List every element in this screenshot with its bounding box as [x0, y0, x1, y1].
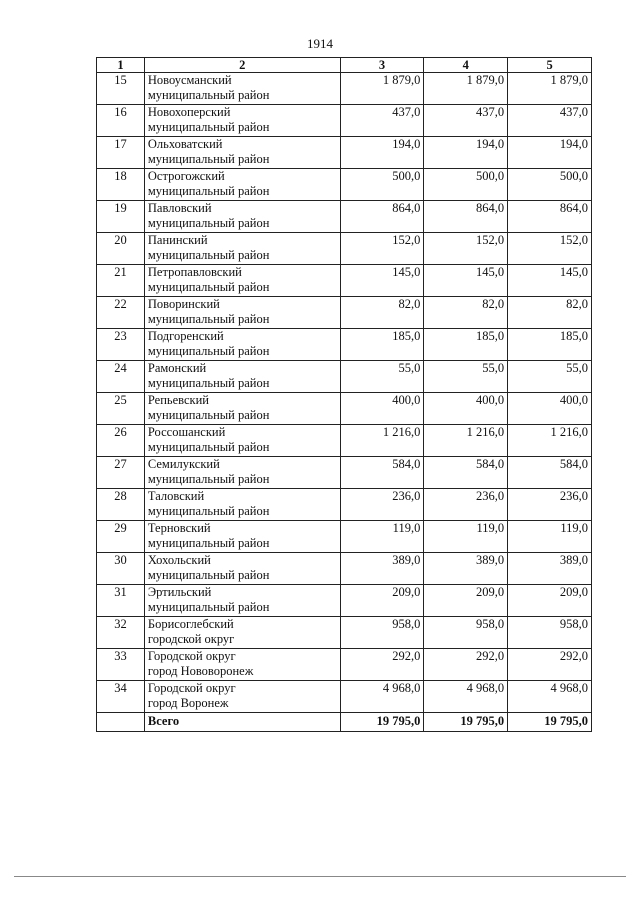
- row-number: 34: [97, 681, 145, 713]
- row-number: 28: [97, 489, 145, 521]
- value-col5: 4 968,0: [508, 681, 592, 713]
- district-name-line2: муниципальный район: [147, 536, 270, 550]
- district-name: [144, 425, 340, 457]
- district-name-line1: Поворинский: [147, 297, 220, 311]
- district-name-line1: Городской округ: [147, 681, 236, 695]
- row-number: 15: [97, 73, 145, 105]
- value-col5: 584,0: [508, 457, 592, 489]
- district-name-line2: муниципальный район: [147, 504, 270, 518]
- row-number: 30: [97, 553, 145, 585]
- district-name-line1: Борисоглебский: [147, 617, 234, 631]
- district-name-line2: муниципальный район: [147, 600, 270, 614]
- district-name-line2: муниципальный район: [147, 120, 270, 134]
- value-col5: 55,0: [508, 361, 592, 393]
- district-name-line1: Павловский: [147, 201, 212, 215]
- value-col3: 236,0: [340, 489, 424, 521]
- value-col5: 500,0: [508, 169, 592, 201]
- total-value-col3: 19 795,0: [340, 713, 424, 732]
- header-col-2: 2: [144, 58, 340, 73]
- table-row: [97, 649, 592, 681]
- value-col3: 82,0: [340, 297, 424, 329]
- header-row: [97, 58, 592, 73]
- district-name-line1: Рамонский: [147, 361, 207, 375]
- value-col4: 82,0: [424, 297, 508, 329]
- district-name-line2: муниципальный район: [147, 216, 270, 230]
- district-name-line1: Хохольский: [147, 553, 211, 567]
- district-name-line1: Эртильский: [147, 585, 212, 599]
- district-name-line1: Острогожский: [147, 169, 225, 183]
- table-row: [97, 265, 592, 297]
- district-name: [144, 553, 340, 585]
- table-row: [97, 521, 592, 553]
- district-name: [144, 521, 340, 553]
- district-name-line1: Таловский: [147, 489, 205, 503]
- district-name: [144, 265, 340, 297]
- district-name-line2: муниципальный район: [147, 312, 270, 326]
- row-number: 25: [97, 393, 145, 425]
- district-name: [144, 489, 340, 521]
- district-name-line1: Подгоренский: [147, 329, 224, 343]
- value-col4: 584,0: [424, 457, 508, 489]
- value-col5: 292,0: [508, 649, 592, 681]
- value-col4: 55,0: [424, 361, 508, 393]
- value-col3: 1 216,0: [340, 425, 424, 457]
- district-name: [144, 73, 340, 105]
- district-name-line1: Городской округ: [147, 649, 236, 663]
- row-number: 26: [97, 425, 145, 457]
- district-name: [144, 169, 340, 201]
- table-footer: [97, 713, 592, 732]
- value-col4: 292,0: [424, 649, 508, 681]
- row-number: 33: [97, 649, 145, 681]
- value-col5: 119,0: [508, 521, 592, 553]
- value-col5: 209,0: [508, 585, 592, 617]
- district-name: [144, 105, 340, 137]
- table-row: [97, 457, 592, 489]
- value-col3: 500,0: [340, 169, 424, 201]
- table-row: [97, 105, 592, 137]
- row-number: 29: [97, 521, 145, 553]
- district-name: [144, 457, 340, 489]
- value-col5: 145,0: [508, 265, 592, 297]
- value-col3: 389,0: [340, 553, 424, 585]
- budget-table: [96, 57, 592, 732]
- row-number: 32: [97, 617, 145, 649]
- district-name-line2: муниципальный район: [147, 152, 270, 166]
- value-col3: 185,0: [340, 329, 424, 361]
- row-number: 20: [97, 233, 145, 265]
- district-name-line2: муниципальный район: [147, 472, 270, 486]
- value-col4: 209,0: [424, 585, 508, 617]
- total-value-col5: 19 795,0: [508, 713, 592, 732]
- row-number: 18: [97, 169, 145, 201]
- district-name: [144, 681, 340, 713]
- row-number: 16: [97, 105, 145, 137]
- row-number: 17: [97, 137, 145, 169]
- district-name-line2: муниципальный район: [147, 344, 270, 358]
- value-col5: 152,0: [508, 233, 592, 265]
- table-row: [97, 617, 592, 649]
- value-col5: 185,0: [508, 329, 592, 361]
- district-name-line2: муниципальный район: [147, 88, 270, 102]
- table-body: [97, 73, 592, 713]
- value-col5: 194,0: [508, 137, 592, 169]
- district-name-line2: муниципальный район: [147, 408, 270, 422]
- page-number: 1914: [307, 36, 333, 51]
- value-col5: 864,0: [508, 201, 592, 233]
- table-row: [97, 329, 592, 361]
- district-name-line1: Россошанский: [147, 425, 226, 439]
- table-row: [97, 393, 592, 425]
- district-name-line2: муниципальный район: [147, 280, 270, 294]
- value-col4: 864,0: [424, 201, 508, 233]
- row-number: 19: [97, 201, 145, 233]
- value-col4: 958,0: [424, 617, 508, 649]
- value-col5: 437,0: [508, 105, 592, 137]
- value-col4: 119,0: [424, 521, 508, 553]
- row-number: 23: [97, 329, 145, 361]
- header-col-1: 1: [97, 58, 145, 73]
- district-name: [144, 137, 340, 169]
- district-name-line2: муниципальный район: [147, 440, 270, 454]
- table-row: [97, 169, 592, 201]
- value-col3: 437,0: [340, 105, 424, 137]
- value-col5: 1 216,0: [508, 425, 592, 457]
- value-col3: 4 968,0: [340, 681, 424, 713]
- value-col4: 1 216,0: [424, 425, 508, 457]
- value-col5: 389,0: [508, 553, 592, 585]
- header-col-4: 4: [424, 58, 508, 73]
- table-header: [97, 58, 592, 73]
- value-col3: 194,0: [340, 137, 424, 169]
- district-name: [144, 297, 340, 329]
- value-col4: 185,0: [424, 329, 508, 361]
- total-num-cell: [97, 713, 145, 732]
- value-col4: 152,0: [424, 233, 508, 265]
- district-name: [144, 233, 340, 265]
- value-col4: 437,0: [424, 105, 508, 137]
- header-col-5: 5: [508, 58, 592, 73]
- row-number: 24: [97, 361, 145, 393]
- district-name: [144, 361, 340, 393]
- table-row: [97, 233, 592, 265]
- district-name: [144, 201, 340, 233]
- total-value-col4: 19 795,0: [424, 713, 508, 732]
- table-row: [97, 201, 592, 233]
- district-name-line2: муниципальный район: [147, 248, 270, 262]
- row-number: 22: [97, 297, 145, 329]
- value-col4: 389,0: [424, 553, 508, 585]
- district-name: [144, 393, 340, 425]
- district-name: [144, 617, 340, 649]
- table-row: [97, 681, 592, 713]
- table-row: [97, 585, 592, 617]
- district-name-line2: город Нововоронеж: [147, 664, 254, 678]
- footer-divider: [14, 876, 626, 877]
- value-col4: 236,0: [424, 489, 508, 521]
- value-col5: 82,0: [508, 297, 592, 329]
- value-col3: 958,0: [340, 617, 424, 649]
- district-name-line1: Семилукский: [147, 457, 220, 471]
- value-col5: 400,0: [508, 393, 592, 425]
- table-row: [97, 553, 592, 585]
- table-row: [97, 361, 592, 393]
- district-name-line1: Петропавловский: [147, 265, 242, 279]
- district-name: [144, 329, 340, 361]
- value-col3: 292,0: [340, 649, 424, 681]
- value-col3: 209,0: [340, 585, 424, 617]
- total-label: Всего: [144, 713, 340, 732]
- value-col4: 145,0: [424, 265, 508, 297]
- value-col3: 400,0: [340, 393, 424, 425]
- district-name-line2: муниципальный район: [147, 568, 270, 582]
- value-col5: 236,0: [508, 489, 592, 521]
- value-col3: 152,0: [340, 233, 424, 265]
- value-col3: 864,0: [340, 201, 424, 233]
- table-row: [97, 297, 592, 329]
- table-row: [97, 73, 592, 105]
- district-name: [144, 649, 340, 681]
- row-number: 27: [97, 457, 145, 489]
- district-name: [144, 585, 340, 617]
- value-col4: 400,0: [424, 393, 508, 425]
- value-col3: 145,0: [340, 265, 424, 297]
- district-name-line1: Репьевский: [147, 393, 209, 407]
- district-name-line1: Новохоперский: [147, 105, 231, 119]
- district-name-line2: городской округ: [147, 632, 235, 646]
- value-col4: 4 968,0: [424, 681, 508, 713]
- value-col3: 119,0: [340, 521, 424, 553]
- value-col3: 55,0: [340, 361, 424, 393]
- table-row: [97, 137, 592, 169]
- table-row: [97, 425, 592, 457]
- district-name-line2: муниципальный район: [147, 184, 270, 198]
- district-name-line1: Панинский: [147, 233, 208, 247]
- row-number: 31: [97, 585, 145, 617]
- district-name-line2: муниципальный район: [147, 376, 270, 390]
- value-col4: 500,0: [424, 169, 508, 201]
- header-col-3: 3: [340, 58, 424, 73]
- table-row: [97, 489, 592, 521]
- value-col4: 194,0: [424, 137, 508, 169]
- value-col3: 1 879,0: [340, 73, 424, 105]
- total-row: [97, 713, 592, 732]
- value-col5: 1 879,0: [508, 73, 592, 105]
- value-col5: 958,0: [508, 617, 592, 649]
- value-col4: 1 879,0: [424, 73, 508, 105]
- row-number: 21: [97, 265, 145, 297]
- district-name-line1: Новоусманский: [147, 73, 232, 87]
- district-name-line1: Терновский: [147, 521, 211, 535]
- value-col3: 584,0: [340, 457, 424, 489]
- district-name-line2: город Воронеж: [147, 696, 229, 710]
- district-name-line1: Ольховатский: [147, 137, 223, 151]
